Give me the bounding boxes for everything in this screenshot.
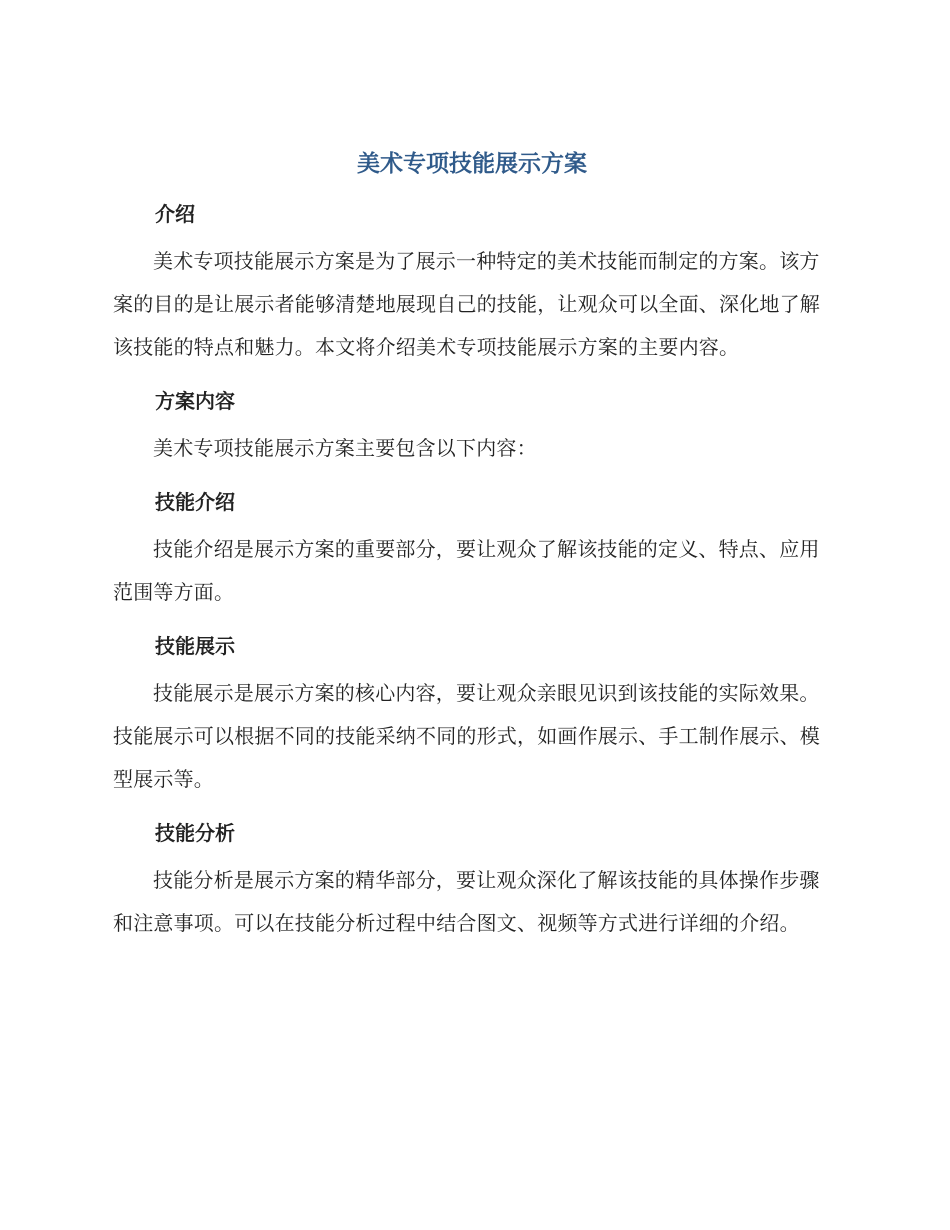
document-title: 美术专项技能展示方案 [357,151,587,177]
section-paragraph: 技能分析是展示方案的精华部分，要让观众深化了解该技能的具体操作步骤和注意事项。可以在技能分析过程中结合图文、视频等方式进行详细的介绍。 [113,868,820,935]
section-heading: 技能分析 [155,821,235,845]
section-paragraph: 美术专项技能展示方案是为了展示一种特定的美术技能而制定的方案。该方案的目的是让展示者能够清楚地展现自己的技能，让观众可以全面、深化地了解该技能的特点和魅力。本文将介绍美术专项技能展示方案的主要内容。 [113,249,820,359]
section-plan-content [113,385,831,470]
section-skill-introduction [113,486,831,614]
section-heading: 技能介绍 [155,490,235,514]
section-heading: 方案内容 [155,389,235,413]
section-paragraph: 技能介绍是展示方案的重要部分，要让观众了解该技能的定义、特点、应用范围等方面。 [113,537,820,604]
document-page [113,140,831,961]
section-skill-showcase [113,630,831,801]
section-introduction [113,198,831,369]
section-paragraph: 技能展示是展示方案的核心内容，要让观众亲眼见识到该技能的实际效果。技能展示可以根据不同的技能采纳不同的形式，如画作展示、手工制作展示、模型展示等。 [113,681,820,791]
section-heading: 技能展示 [155,634,235,658]
section-paragraph: 美术专项技能展示方案主要包含以下内容： [153,436,537,460]
section-skill-analysis [113,817,831,945]
section-heading: 介绍 [155,202,195,226]
